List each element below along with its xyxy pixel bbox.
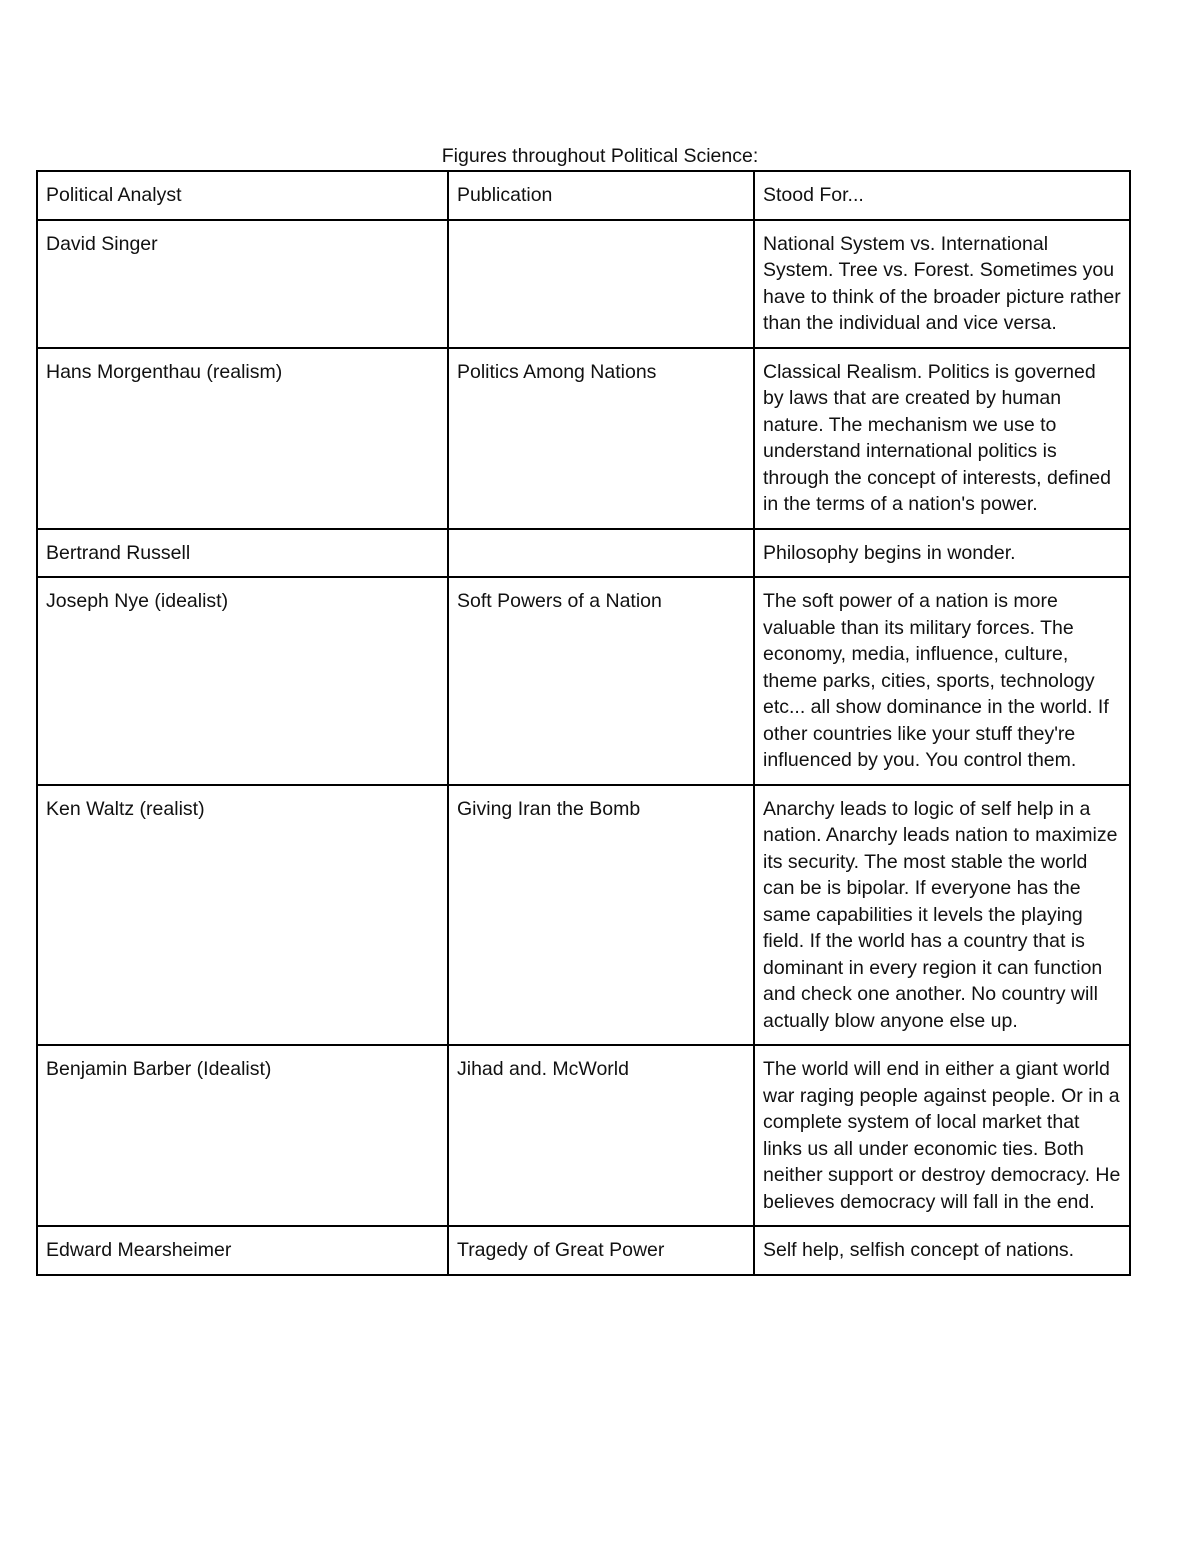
table-header-row bbox=[37, 171, 1130, 220]
publication-cell bbox=[448, 529, 754, 578]
table-row bbox=[37, 785, 1130, 1046]
header-stood-for: Stood For... bbox=[754, 171, 1130, 220]
publication-cell bbox=[448, 220, 754, 348]
stood-for-cell: National System vs. International System. Tree vs. Forest. Sometimes you have to think of the broader picture rather than the individual and vice versa. bbox=[754, 220, 1130, 348]
analyst-cell: Bertrand Russell bbox=[37, 529, 448, 578]
table-row bbox=[37, 1045, 1130, 1226]
stood-for-cell: Classical Realism. Politics is governed by laws that are created by human nature. The mechanism we use to understand international politics is through the concept of interests, defined in the terms of a nation's power. bbox=[754, 348, 1130, 529]
analyst-cell: Joseph Nye (idealist) bbox=[37, 577, 448, 785]
stood-for-cell: The soft power of a nation is more valuable than its military forces. The economy, media, influence, culture, theme parks, cities, sports, technology etc... all show dominance in the world. If other countries like your stuff they're influenced by you. You control them. bbox=[754, 577, 1130, 785]
analyst-cell: Hans Morgenthau (realism) bbox=[37, 348, 448, 529]
figures-table bbox=[36, 170, 1131, 1276]
analyst-cell: Edward Mearsheimer bbox=[37, 1226, 448, 1275]
stood-for-cell: Anarchy leads to logic of self help in a nation. Anarchy leads nation to maximize its security. The most stable the world can be is bipolar. If everyone has the same capabilities it levels the playing field. If the world has a country that is dominant in every region it can function and check one another. No country will actually blow anyone else up. bbox=[754, 785, 1130, 1046]
header-publication: Publication bbox=[448, 171, 754, 220]
analyst-cell: Ken Waltz (realist) bbox=[37, 785, 448, 1046]
publication-cell: Tragedy of Great Power bbox=[448, 1226, 754, 1275]
table-row bbox=[37, 1226, 1130, 1275]
publication-cell: Giving Iran the Bomb bbox=[448, 785, 754, 1046]
stood-for-cell: Self help, selfish concept of nations. bbox=[754, 1226, 1130, 1275]
table-row bbox=[37, 348, 1130, 529]
stood-for-cell: The world will end in either a giant world war raging people against people. Or in a complete system of local market that links us all under economic ties. Both neither support or destroy democracy. He believes democracy will fall in the end. bbox=[754, 1045, 1130, 1226]
analyst-cell: David Singer bbox=[37, 220, 448, 348]
publication-cell: Jihad and. McWorld bbox=[448, 1045, 754, 1226]
page-title: Figures throughout Political Science: bbox=[441, 145, 759, 167]
publication-cell: Soft Powers of a Nation bbox=[448, 577, 754, 785]
analyst-cell: Benjamin Barber (Idealist) bbox=[37, 1045, 448, 1226]
table-row bbox=[37, 220, 1130, 348]
table-row bbox=[37, 529, 1130, 578]
header-political-analyst: Political Analyst bbox=[37, 171, 448, 220]
publication-cell: Politics Among Nations bbox=[448, 348, 754, 529]
stood-for-cell: Philosophy begins in wonder. bbox=[754, 529, 1130, 578]
table-row bbox=[37, 577, 1130, 785]
